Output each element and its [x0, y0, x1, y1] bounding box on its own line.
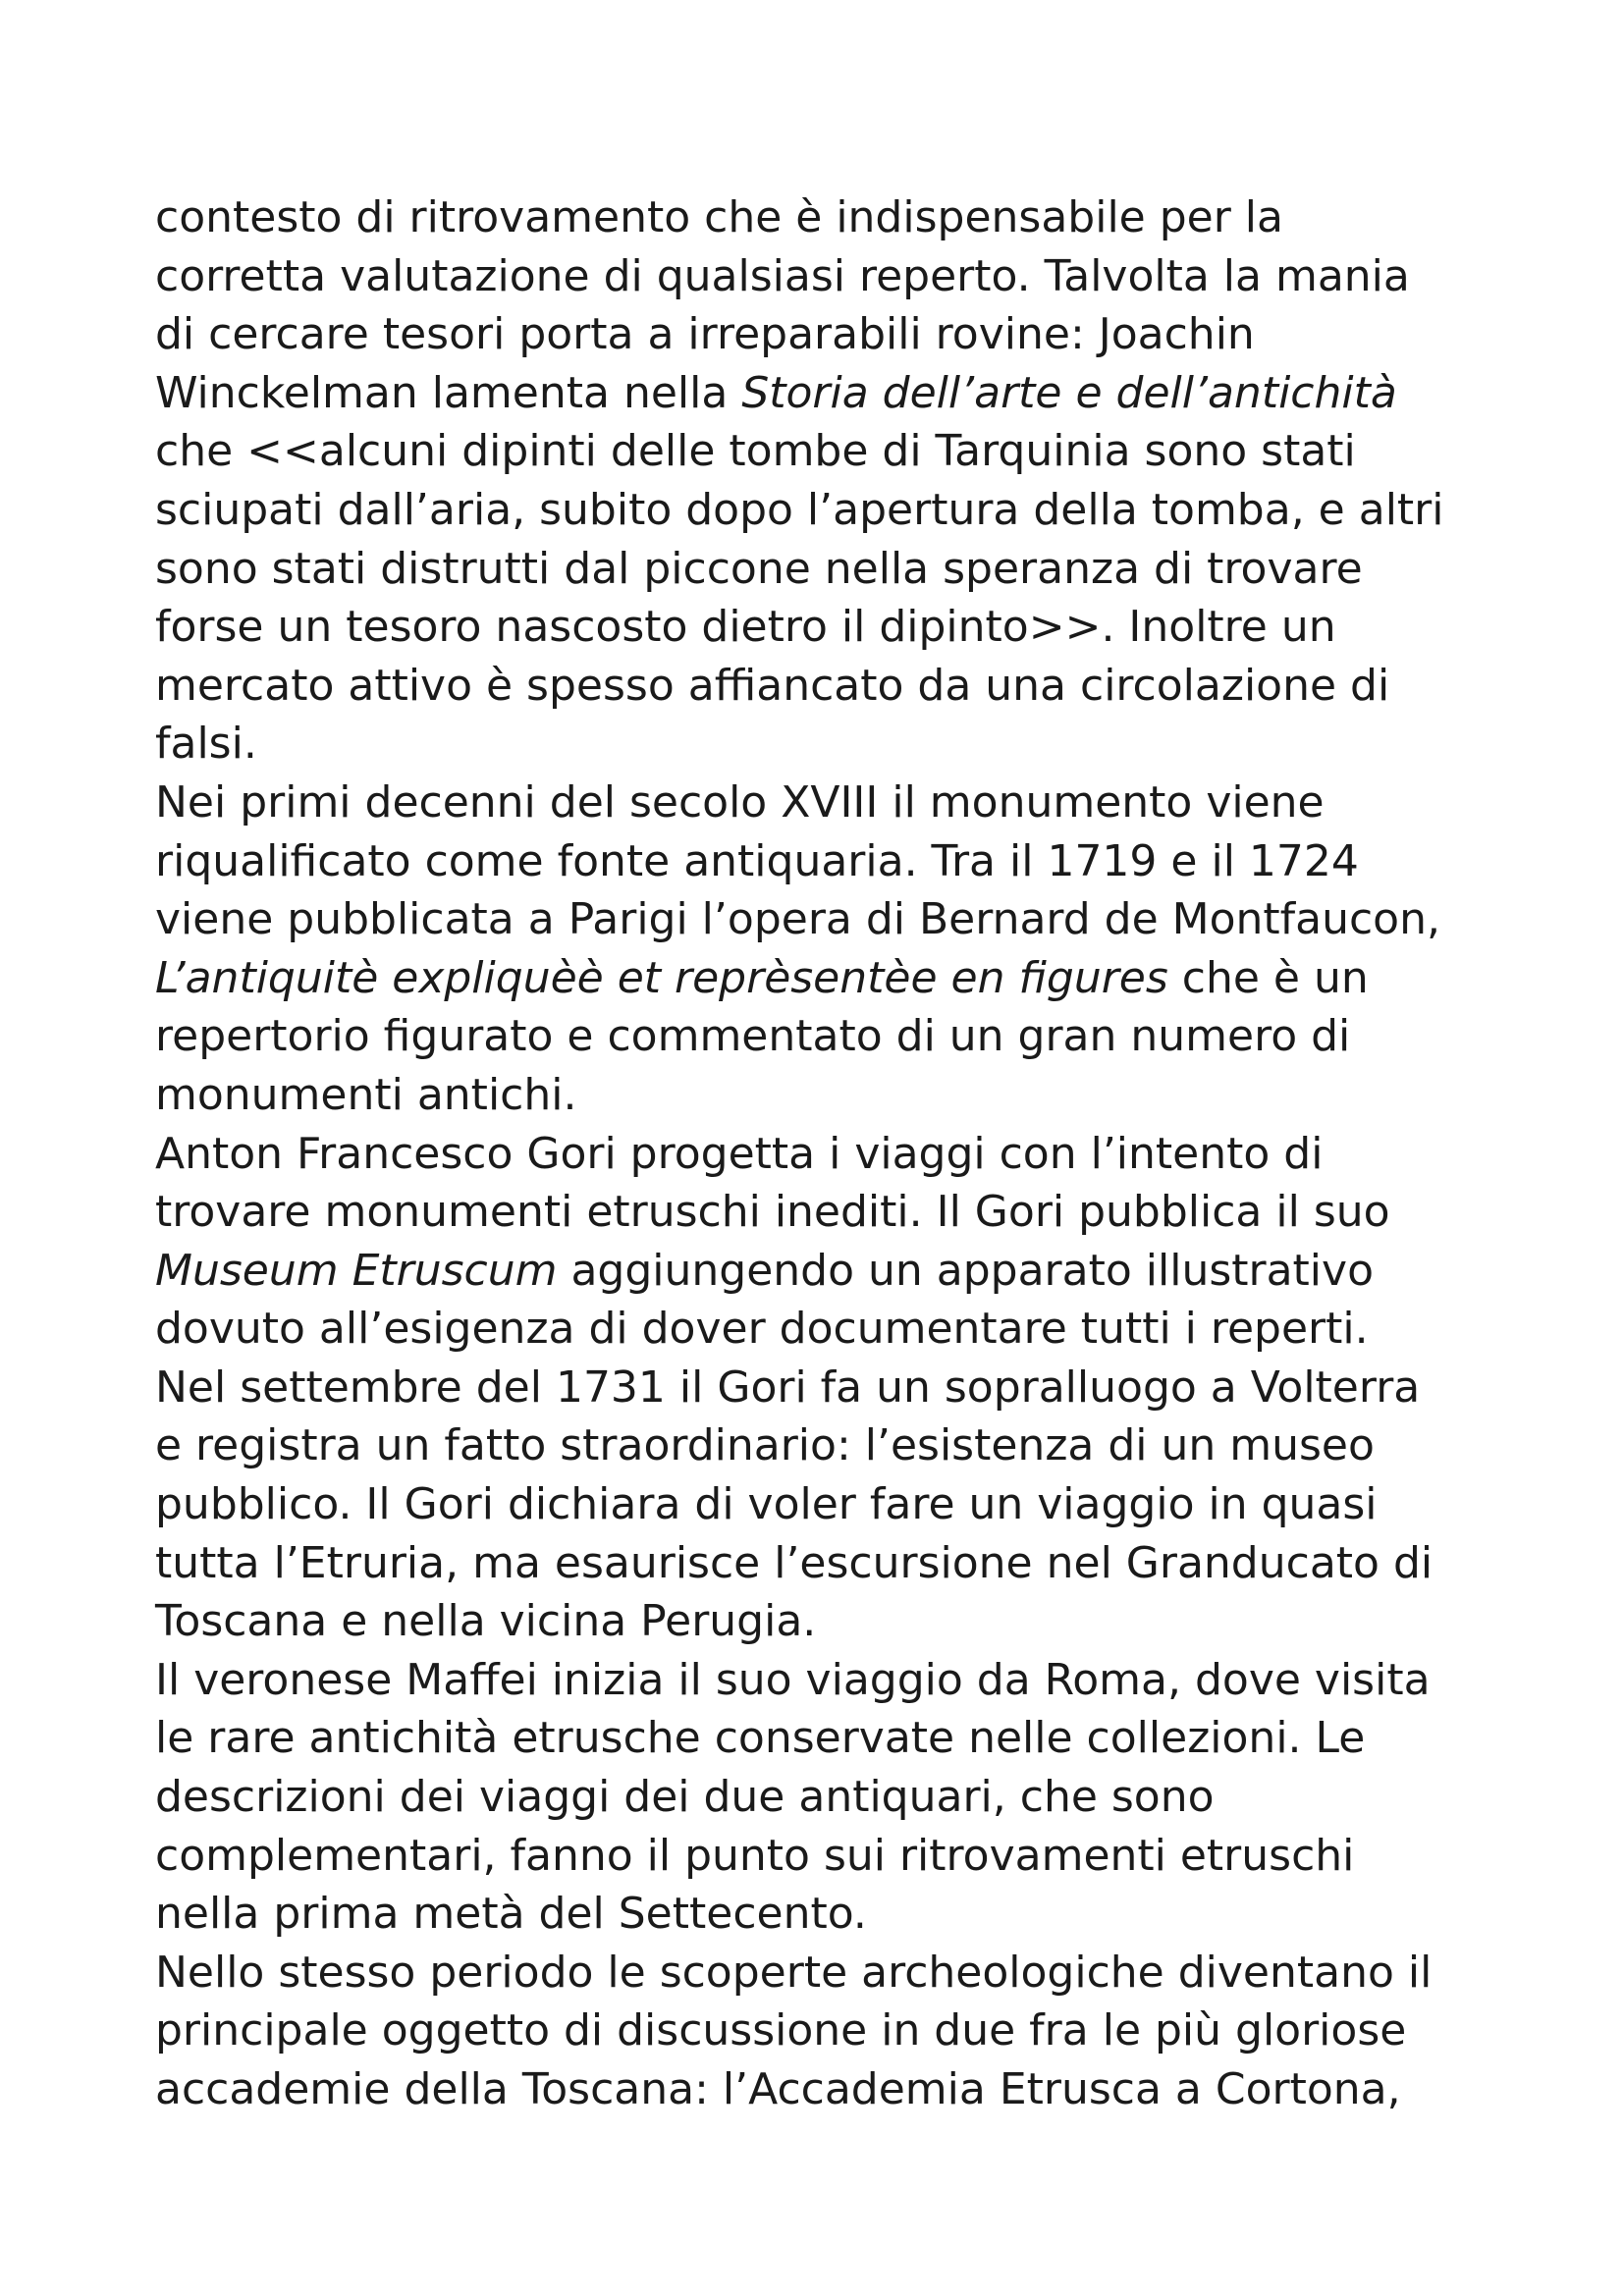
text-run: Nello stesso periodo le scoperte archeologiche diventano il: [155, 1947, 1433, 1998]
text-run: che è un: [1167, 952, 1369, 1003]
text-run: principale oggetto di discussione in due fra le più gloriose: [155, 2005, 1407, 2056]
text-line: [155, 1768, 1530, 1827]
text-line: [155, 1300, 1530, 1359]
text-line: [155, 1125, 1530, 1184]
text-run: accademie della Toscana: l’Accademia Etrusca a Cortona,: [155, 2064, 1401, 2114]
text-run: falsi.: [155, 719, 257, 770]
text-line: [155, 1359, 1530, 1417]
text-line: [155, 540, 1530, 599]
text-line: [155, 1475, 1530, 1534]
text-line: [155, 481, 1530, 540]
text-line: [155, 1416, 1530, 1475]
text-run: Anton Francesco Gori progetta i viaggi con l’intento di: [155, 1128, 1324, 1179]
italic-title: L’antiquitè expliquèè et reprèsentèe en figures: [155, 952, 1168, 1003]
text-run: di cercare tesori porta a irreparabili rovine: Joachin: [155, 309, 1255, 360]
text-run: mercato attivo è spesso affiancato da una circolazione di: [155, 660, 1390, 711]
text-line: [155, 188, 1530, 247]
italic-title: Storia dell’arte e dell’antichità: [741, 367, 1397, 418]
text-line: [155, 1183, 1530, 1242]
text-run: dovuto all’esigenza di dover documentare tutti i reperti.: [155, 1304, 1369, 1355]
text-line: [155, 1242, 1530, 1301]
text-line: [155, 598, 1530, 657]
text-run: tutta l’Etruria, ma esaurisce l’escursione nel Granducato di: [155, 1537, 1434, 1588]
text-run: Winckelman lamenta nella: [155, 367, 742, 418]
text-line: [155, 1007, 1530, 1066]
text-run: Toscana e nella vicina Perugia.: [155, 1596, 817, 1647]
text-line: [155, 1944, 1530, 2002]
text-line: [155, 1885, 1530, 1944]
text-run: corretta valutazione di qualsiasi reperto. Talvolta la mania: [155, 250, 1410, 301]
text-line: [155, 247, 1530, 306]
text-line: [155, 1709, 1530, 1768]
text-line: [155, 1827, 1530, 1886]
text-line: [155, 1651, 1530, 1710]
text-line: [155, 1066, 1530, 1125]
text-run: Nei primi decenni del secolo XVIII il monumento viene: [155, 776, 1325, 828]
text-run: monumenti antichi.: [155, 1069, 577, 1120]
text-line: [155, 949, 1530, 1008]
text-line: [155, 364, 1530, 423]
text-line: [155, 305, 1530, 364]
text-line: [155, 715, 1530, 774]
text-run: descrizioni dei viaggi dei due antiquari, che sono: [155, 1772, 1215, 1823]
text-run: aggiungendo un apparato illustrativo: [557, 1245, 1374, 1296]
text-run: riqualificato come fonte antiquaria. Tra il 1719 e il 1724: [155, 835, 1359, 886]
text-run: e registra un fatto straordinario: l’esistenza di un museo: [155, 1420, 1375, 1471]
text-line: [155, 2002, 1530, 2060]
text-run: forse un tesoro nascosto dietro il dipinto>>. Inoltre un: [155, 602, 1336, 653]
text-run: pubblico. Il Gori dichiara di voler fare un viaggio in quasi: [155, 1479, 1378, 1530]
text-line: [155, 1534, 1530, 1593]
text-run: sciupati dall’aria, subito dopo l’apertura della tomba, e altri: [155, 484, 1444, 535]
text-line: [155, 2060, 1530, 2119]
text-line: [155, 774, 1530, 832]
text-line: [155, 422, 1530, 481]
body-text: [155, 188, 1530, 2119]
text-line: [155, 890, 1530, 949]
text-run: nella prima metà del Settecento.: [155, 1889, 867, 1940]
text-run: Nel settembre del 1731 il Gori fa un sopralluogo a Volterra: [155, 1362, 1421, 1413]
text-run: complementari, fanno il punto sui ritrovamenti etruschi: [155, 1830, 1355, 1881]
text-run: le rare antichità etrusche conservate nelle collezioni. Le: [155, 1713, 1366, 1764]
italic-title: Museum Etruscum: [155, 1245, 558, 1296]
text-run: trovare monumenti etruschi inediti. Il Gori pubblica il suo: [155, 1187, 1390, 1238]
text-run: viene pubblicata a Parigi l’opera di Bernard de Montfaucon,: [155, 894, 1440, 945]
text-line: [155, 832, 1530, 891]
text-line: [155, 1592, 1530, 1651]
text-run: contesto di ritrovamento che è indispensabile per la: [155, 192, 1283, 242]
text-line: [155, 657, 1530, 716]
text-run: repertorio figurato e commentato di un gran numero di: [155, 1011, 1351, 1062]
text-run: che <<alcuni dipinti delle tombe di Tarquinia sono stati: [155, 426, 1356, 477]
text-run: Il veronese Maffei inizia il suo viaggio da Roma, dove visita: [155, 1654, 1431, 1705]
text-run: sono stati distrutti dal piccone nella speranza di trovare: [155, 543, 1363, 594]
